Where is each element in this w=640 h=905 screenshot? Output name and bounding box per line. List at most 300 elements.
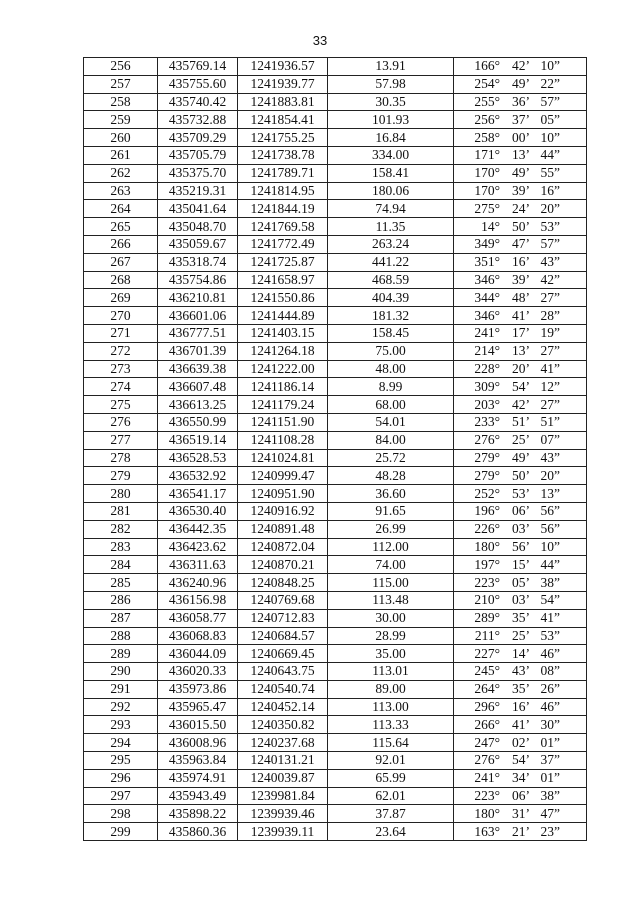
segment-length-cell: 101.93 — [328, 111, 454, 129]
table-row — [84, 396, 587, 414]
angle-minutes: 43’ — [512, 663, 530, 679]
y-coordinate-cell: 1240131.21 — [238, 752, 328, 770]
y-coordinate-cell: 1241725.87 — [238, 253, 328, 271]
angle-degrees: 276° — [474, 752, 500, 768]
angle-minutes: 20’ — [512, 360, 530, 376]
table-row — [84, 805, 587, 823]
y-coordinate-cell: 1241755.25 — [238, 129, 328, 147]
angle-minutes: 50’ — [512, 218, 530, 234]
angle-seconds: 12” — [540, 378, 560, 394]
x-coordinate-cell: 435755.60 — [158, 75, 238, 93]
x-coordinate-cell: 436068.83 — [158, 627, 238, 645]
angle-seconds: 53” — [540, 627, 560, 643]
segment-length-cell: 468.59 — [328, 271, 454, 289]
point-number-cell: 267 — [84, 253, 158, 271]
angle-minutes: 50’ — [512, 467, 530, 483]
x-coordinate-cell: 435219.31 — [158, 182, 238, 200]
point-number-cell: 294 — [84, 734, 158, 752]
table-row — [84, 627, 587, 645]
bearing-angle-cell — [454, 698, 587, 716]
angle-minutes: 21’ — [512, 823, 530, 839]
y-coordinate-cell: 1240870.21 — [238, 556, 328, 574]
table-row — [84, 449, 587, 467]
bearing-angle-cell — [454, 146, 587, 164]
point-number-cell: 266 — [84, 235, 158, 253]
point-number-cell: 268 — [84, 271, 158, 289]
segment-length-cell: 158.45 — [328, 324, 454, 342]
bearing-angle-cell — [454, 129, 587, 147]
table-row — [84, 734, 587, 752]
point-number-cell: 265 — [84, 218, 158, 236]
y-coordinate-cell: 1239939.46 — [238, 805, 328, 823]
point-number-cell: 260 — [84, 129, 158, 147]
table-row — [84, 182, 587, 200]
bearing-angle-cell — [454, 734, 587, 752]
segment-length-cell: 89.00 — [328, 680, 454, 698]
angle-minutes: 41’ — [512, 716, 530, 732]
angle-seconds: 27” — [540, 396, 560, 412]
point-number-cell: 293 — [84, 716, 158, 734]
table-row — [84, 93, 587, 111]
y-coordinate-cell: 1240916.92 — [238, 502, 328, 520]
x-coordinate-cell: 436607.48 — [158, 378, 238, 396]
bearing-angle-cell — [454, 200, 587, 218]
point-number-cell: 258 — [84, 93, 158, 111]
angle-degrees: 203° — [474, 396, 500, 412]
angle-degrees: 214° — [474, 343, 500, 359]
y-coordinate-cell: 1240039.87 — [238, 769, 328, 787]
table-row — [84, 146, 587, 164]
table-row — [84, 680, 587, 698]
angle-degrees: 171° — [474, 147, 500, 163]
y-coordinate-cell: 1240951.90 — [238, 485, 328, 503]
bearing-angle-cell — [454, 271, 587, 289]
angle-minutes: 35’ — [512, 681, 530, 697]
angle-degrees: 180° — [474, 538, 500, 554]
angle-minutes: 16’ — [512, 699, 530, 715]
segment-length-cell: 35.00 — [328, 645, 454, 663]
angle-degrees: 275° — [474, 200, 500, 216]
coordinates-table — [83, 57, 587, 841]
angle-minutes: 05’ — [512, 574, 530, 590]
angle-degrees: 296° — [474, 699, 500, 715]
y-coordinate-cell: 1241814.95 — [238, 182, 328, 200]
angle-degrees: 241° — [474, 325, 500, 341]
angle-degrees: 170° — [474, 182, 500, 198]
y-coordinate-cell: 1241403.15 — [238, 324, 328, 342]
x-coordinate-cell: 435769.14 — [158, 58, 238, 76]
angle-degrees: 266° — [474, 716, 500, 732]
table-row — [84, 360, 587, 378]
y-coordinate-cell: 1240769.68 — [238, 591, 328, 609]
bearing-angle-cell — [454, 324, 587, 342]
page-number: 33 — [312, 33, 328, 48]
angle-degrees: 170° — [474, 165, 500, 181]
table-row — [84, 218, 587, 236]
x-coordinate-cell: 435974.91 — [158, 769, 238, 787]
angle-degrees: 309° — [474, 378, 500, 394]
point-number-cell: 274 — [84, 378, 158, 396]
table-row — [84, 75, 587, 93]
table-row — [84, 556, 587, 574]
angle-seconds: 43” — [540, 254, 560, 270]
segment-length-cell: 16.84 — [328, 129, 454, 147]
angle-minutes: 49’ — [512, 449, 530, 465]
angle-degrees: 289° — [474, 610, 500, 626]
point-number-cell: 299 — [84, 823, 158, 841]
bearing-angle-cell — [454, 289, 587, 307]
angle-degrees: 197° — [474, 556, 500, 572]
angle-seconds: 37” — [540, 752, 560, 768]
point-number-cell: 269 — [84, 289, 158, 307]
angle-degrees: 227° — [474, 645, 500, 661]
angle-seconds: 46” — [540, 645, 560, 661]
bearing-angle-cell — [454, 253, 587, 271]
x-coordinate-cell: 436210.81 — [158, 289, 238, 307]
angle-minutes: 03’ — [512, 592, 530, 608]
angle-degrees: 276° — [474, 432, 500, 448]
x-coordinate-cell: 435375.70 — [158, 164, 238, 182]
x-coordinate-cell: 436044.09 — [158, 645, 238, 663]
table-row — [84, 271, 587, 289]
angle-degrees: 233° — [474, 414, 500, 430]
table-row — [84, 111, 587, 129]
bearing-angle-cell — [454, 342, 587, 360]
bearing-angle-cell — [454, 485, 587, 503]
angle-seconds: 41” — [540, 610, 560, 626]
table-row — [84, 431, 587, 449]
segment-length-cell: 74.00 — [328, 556, 454, 574]
table-row — [84, 129, 587, 147]
point-number-cell: 282 — [84, 520, 158, 538]
table-row — [84, 716, 587, 734]
table-row — [84, 58, 587, 76]
bearing-angle-cell — [454, 449, 587, 467]
angle-degrees: 210° — [474, 592, 500, 608]
angle-minutes: 39’ — [512, 271, 530, 287]
x-coordinate-cell: 435740.42 — [158, 93, 238, 111]
y-coordinate-cell: 1240452.14 — [238, 698, 328, 716]
angle-degrees: 241° — [474, 770, 500, 786]
point-number-cell: 281 — [84, 502, 158, 520]
x-coordinate-cell: 435943.49 — [158, 787, 238, 805]
segment-length-cell: 180.06 — [328, 182, 454, 200]
bearing-angle-cell — [454, 75, 587, 93]
point-number-cell: 279 — [84, 467, 158, 485]
point-number-cell: 288 — [84, 627, 158, 645]
angle-seconds: 16” — [540, 182, 560, 198]
x-coordinate-cell: 435898.22 — [158, 805, 238, 823]
x-coordinate-cell: 436532.92 — [158, 467, 238, 485]
table-row — [84, 645, 587, 663]
point-number-cell: 283 — [84, 538, 158, 556]
angle-seconds: 08” — [540, 663, 560, 679]
angle-minutes: 36’ — [512, 93, 530, 109]
x-coordinate-cell: 436777.51 — [158, 324, 238, 342]
y-coordinate-cell: 1241151.90 — [238, 413, 328, 431]
segment-length-cell: 65.99 — [328, 769, 454, 787]
y-coordinate-cell: 1241186.14 — [238, 378, 328, 396]
point-number-cell: 276 — [84, 413, 158, 431]
point-number-cell: 275 — [84, 396, 158, 414]
bearing-angle-cell — [454, 378, 587, 396]
angle-degrees: 279° — [474, 449, 500, 465]
segment-length-cell: 54.01 — [328, 413, 454, 431]
bearing-angle-cell — [454, 591, 587, 609]
bearing-angle-cell — [454, 805, 587, 823]
angle-minutes: 02’ — [512, 734, 530, 750]
angle-minutes: 17’ — [512, 325, 530, 341]
y-coordinate-cell: 1241883.81 — [238, 93, 328, 111]
y-coordinate-cell: 1240684.57 — [238, 627, 328, 645]
bearing-angle-cell — [454, 467, 587, 485]
angle-minutes: 25’ — [512, 432, 530, 448]
angle-minutes: 53’ — [512, 485, 530, 501]
segment-length-cell: 263.24 — [328, 235, 454, 253]
y-coordinate-cell: 1241550.86 — [238, 289, 328, 307]
table-row — [84, 324, 587, 342]
point-number-cell: 295 — [84, 752, 158, 770]
y-coordinate-cell: 1241108.28 — [238, 431, 328, 449]
segment-length-cell: 26.99 — [328, 520, 454, 538]
y-coordinate-cell: 1241772.49 — [238, 235, 328, 253]
bearing-angle-cell — [454, 307, 587, 325]
point-number-cell: 257 — [84, 75, 158, 93]
bearing-angle-cell — [454, 645, 587, 663]
angle-seconds: 46” — [540, 699, 560, 715]
angle-minutes: 56’ — [512, 538, 530, 554]
segment-length-cell: 92.01 — [328, 752, 454, 770]
angle-seconds: 19” — [540, 325, 560, 341]
point-number-cell: 289 — [84, 645, 158, 663]
y-coordinate-cell: 1240891.48 — [238, 520, 328, 538]
x-coordinate-cell: 435963.84 — [158, 752, 238, 770]
angle-seconds: 57” — [540, 93, 560, 109]
table-row — [84, 787, 587, 805]
point-number-cell: 263 — [84, 182, 158, 200]
segment-length-cell: 115.64 — [328, 734, 454, 752]
segment-length-cell: 48.00 — [328, 360, 454, 378]
bearing-angle-cell — [454, 716, 587, 734]
angle-minutes: 42’ — [512, 396, 530, 412]
angle-degrees: 226° — [474, 521, 500, 537]
bearing-angle-cell — [454, 502, 587, 520]
point-number-cell: 272 — [84, 342, 158, 360]
y-coordinate-cell: 1240669.45 — [238, 645, 328, 663]
x-coordinate-cell: 436601.06 — [158, 307, 238, 325]
x-coordinate-cell: 435318.74 — [158, 253, 238, 271]
table-row — [84, 342, 587, 360]
y-coordinate-cell: 1241658.97 — [238, 271, 328, 289]
y-coordinate-cell: 1240540.74 — [238, 680, 328, 698]
y-coordinate-cell: 1241844.19 — [238, 200, 328, 218]
angle-degrees: 245° — [474, 663, 500, 679]
point-number-cell: 290 — [84, 663, 158, 681]
y-coordinate-cell: 1241789.71 — [238, 164, 328, 182]
bearing-angle-cell — [454, 431, 587, 449]
table-row — [84, 502, 587, 520]
x-coordinate-cell: 436550.99 — [158, 413, 238, 431]
bearing-angle-cell — [454, 680, 587, 698]
segment-length-cell: 113.48 — [328, 591, 454, 609]
bearing-angle-cell — [454, 58, 587, 76]
point-number-cell: 287 — [84, 609, 158, 627]
y-coordinate-cell: 1240872.04 — [238, 538, 328, 556]
angle-minutes: 51’ — [512, 414, 530, 430]
angle-degrees: 180° — [474, 805, 500, 821]
y-coordinate-cell: 1241738.78 — [238, 146, 328, 164]
point-number-cell: 280 — [84, 485, 158, 503]
table-row — [84, 164, 587, 182]
segment-length-cell: 91.65 — [328, 502, 454, 520]
segment-length-cell: 62.01 — [328, 787, 454, 805]
x-coordinate-cell: 436442.35 — [158, 520, 238, 538]
angle-degrees: 264° — [474, 681, 500, 697]
angle-minutes: 35’ — [512, 610, 530, 626]
table-row — [84, 235, 587, 253]
bearing-angle-cell — [454, 520, 587, 538]
x-coordinate-cell: 436613.25 — [158, 396, 238, 414]
angle-minutes: 25’ — [512, 627, 530, 643]
point-number-cell: 292 — [84, 698, 158, 716]
angle-minutes: 24’ — [512, 200, 530, 216]
segment-length-cell: 30.00 — [328, 609, 454, 627]
x-coordinate-cell: 435965.47 — [158, 698, 238, 716]
y-coordinate-cell: 1240848.25 — [238, 574, 328, 592]
table-row — [84, 289, 587, 307]
y-coordinate-cell: 1240237.68 — [238, 734, 328, 752]
table-row — [84, 378, 587, 396]
x-coordinate-cell: 436528.53 — [158, 449, 238, 467]
bearing-angle-cell — [454, 413, 587, 431]
segment-length-cell: 404.39 — [328, 289, 454, 307]
y-coordinate-cell: 1241024.81 — [238, 449, 328, 467]
x-coordinate-cell: 436541.17 — [158, 485, 238, 503]
angle-minutes: 13’ — [512, 343, 530, 359]
table-row — [84, 307, 587, 325]
angle-degrees: 223° — [474, 574, 500, 590]
angle-minutes: 16’ — [512, 254, 530, 270]
segment-length-cell: 334.00 — [328, 146, 454, 164]
segment-length-cell: 37.87 — [328, 805, 454, 823]
angle-minutes: 03’ — [512, 521, 530, 537]
point-number-cell: 262 — [84, 164, 158, 182]
angle-seconds: 10” — [540, 58, 560, 74]
angle-degrees: 163° — [474, 823, 500, 839]
angle-degrees: 196° — [474, 503, 500, 519]
table-row — [84, 485, 587, 503]
angle-degrees: 349° — [474, 236, 500, 252]
table-row — [84, 663, 587, 681]
angle-degrees: 255° — [474, 93, 500, 109]
angle-minutes: 06’ — [512, 503, 530, 519]
x-coordinate-cell: 435041.64 — [158, 200, 238, 218]
segment-length-cell: 158.41 — [328, 164, 454, 182]
angle-degrees: 254° — [474, 76, 500, 92]
x-coordinate-cell: 436020.33 — [158, 663, 238, 681]
angle-seconds: 01” — [540, 734, 560, 750]
angle-minutes: 48’ — [512, 289, 530, 305]
x-coordinate-cell: 435754.86 — [158, 271, 238, 289]
bearing-angle-cell — [454, 823, 587, 841]
x-coordinate-cell: 435732.88 — [158, 111, 238, 129]
angle-minutes: 42’ — [512, 58, 530, 74]
segment-length-cell: 115.00 — [328, 574, 454, 592]
y-coordinate-cell: 1241936.57 — [238, 58, 328, 76]
point-number-cell: 285 — [84, 574, 158, 592]
angle-seconds: 44” — [540, 556, 560, 572]
bearing-angle-cell — [454, 111, 587, 129]
table-row — [84, 253, 587, 271]
angle-seconds: 10” — [540, 538, 560, 554]
bearing-angle-cell — [454, 556, 587, 574]
point-number-cell: 259 — [84, 111, 158, 129]
y-coordinate-cell: 1241444.89 — [238, 307, 328, 325]
angle-minutes: 37’ — [512, 111, 530, 127]
x-coordinate-cell: 435059.67 — [158, 235, 238, 253]
table-row — [84, 467, 587, 485]
coordinates-table-body — [84, 58, 587, 841]
y-coordinate-cell: 1241264.18 — [238, 342, 328, 360]
y-coordinate-cell: 1240350.82 — [238, 716, 328, 734]
angle-degrees: 223° — [474, 788, 500, 804]
angle-seconds: 01” — [540, 770, 560, 786]
angle-degrees: 279° — [474, 467, 500, 483]
table-row — [84, 823, 587, 841]
y-coordinate-cell: 1241179.24 — [238, 396, 328, 414]
angle-degrees: 14° — [481, 218, 500, 234]
angle-minutes: 54’ — [512, 752, 530, 768]
angle-minutes: 34’ — [512, 770, 530, 786]
segment-length-cell: 48.28 — [328, 467, 454, 485]
angle-seconds: 56” — [540, 521, 560, 537]
point-number-cell: 278 — [84, 449, 158, 467]
segment-length-cell: 75.00 — [328, 342, 454, 360]
bearing-angle-cell — [454, 769, 587, 787]
angle-seconds: 47” — [540, 805, 560, 821]
table-row — [84, 574, 587, 592]
angle-degrees: 344° — [474, 289, 500, 305]
point-number-cell: 291 — [84, 680, 158, 698]
segment-length-cell: 30.35 — [328, 93, 454, 111]
point-number-cell: 270 — [84, 307, 158, 325]
x-coordinate-cell: 436639.38 — [158, 360, 238, 378]
angle-seconds: 44” — [540, 147, 560, 163]
angle-degrees: 252° — [474, 485, 500, 501]
angle-seconds: 55” — [540, 165, 560, 181]
y-coordinate-cell: 1240643.75 — [238, 663, 328, 681]
angle-seconds: 22” — [540, 76, 560, 92]
angle-seconds: 56” — [540, 503, 560, 519]
table-row — [84, 698, 587, 716]
bearing-angle-cell — [454, 609, 587, 627]
angle-seconds: 27” — [540, 289, 560, 305]
x-coordinate-cell: 435705.79 — [158, 146, 238, 164]
point-number-cell: 296 — [84, 769, 158, 787]
angle-seconds: 20” — [540, 467, 560, 483]
bearing-angle-cell — [454, 574, 587, 592]
angle-minutes: 15’ — [512, 556, 530, 572]
bearing-angle-cell — [454, 235, 587, 253]
x-coordinate-cell: 435048.70 — [158, 218, 238, 236]
segment-length-cell: 113.00 — [328, 698, 454, 716]
table-row — [84, 538, 587, 556]
bearing-angle-cell — [454, 360, 587, 378]
x-coordinate-cell: 435860.36 — [158, 823, 238, 841]
y-coordinate-cell: 1241222.00 — [238, 360, 328, 378]
x-coordinate-cell: 436240.96 — [158, 574, 238, 592]
angle-minutes: 31’ — [512, 805, 530, 821]
